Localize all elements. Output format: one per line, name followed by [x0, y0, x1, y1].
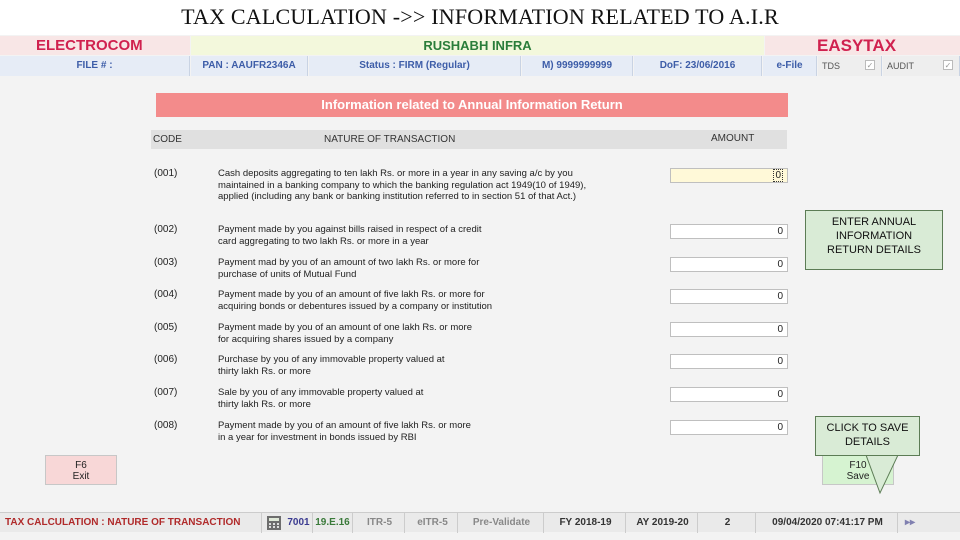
calculator-icon[interactable] [266, 516, 282, 530]
row-description [218, 289, 628, 312]
description-line: applied (including any bank or banking institution referred to in section 51 of that Act.) [218, 191, 577, 202]
row-code: (006) [154, 354, 178, 365]
row-code: (001) [154, 168, 178, 179]
description-line: maintained in a banking company to which the banking regulation act 1949(10 of 1949), [218, 179, 587, 191]
description-line: Payment made by you of an amount of one lakh Rs. or more [218, 322, 472, 333]
amount-input[interactable]: 0 [670, 322, 788, 337]
status-eitr-form[interactable]: eITR-5 [408, 513, 458, 533]
exit-button[interactable] [45, 455, 117, 485]
efile-button[interactable]: e-File [763, 56, 817, 76]
amount-input[interactable] [670, 168, 788, 183]
amount-value: 0 [775, 170, 781, 181]
mobile-number: M) 9999999999 [522, 56, 633, 76]
column-header-amount: AMOUNT [711, 133, 755, 144]
description-line: Cash deposits aggregating to ten lakh Rs. or more in a year in any saving a/c by you [218, 168, 573, 179]
status-itr-form[interactable]: ITR-5 [355, 513, 405, 533]
callout-line: DETAILS [844, 436, 891, 448]
status-datetime: 09/04/2020 07:41:17 PM [758, 513, 898, 533]
file-number: FILE # : [0, 56, 190, 76]
status-page-number: 2 [700, 513, 756, 533]
description-line: for acquiring shares issued by a company [218, 333, 394, 345]
section-banner: Information related to Annual Information Return [156, 93, 788, 117]
row-description [218, 168, 628, 203]
description-line: purchase of units of Mutual Fund [218, 268, 357, 280]
description-line: Purchase by you of any immovable property valued at [218, 354, 445, 365]
callout-save-details [815, 416, 920, 456]
amount-input[interactable]: 0 [670, 387, 788, 402]
status-bar [0, 512, 960, 532]
description-line: acquiring bonds or debentures issued by a company or institution [218, 300, 493, 312]
column-header-nature: NATURE OF TRANSACTION [324, 134, 456, 145]
status-version: 19.E.16 [313, 513, 353, 533]
audit-label: AUDIT [887, 61, 914, 71]
description-line: Payment mad by you of an amount of two lakh Rs. or more for [218, 257, 480, 268]
row-description [218, 322, 628, 345]
column-header-code: CODE [153, 134, 182, 145]
table-header [151, 130, 787, 149]
description-line: Sale by you of any immovable property valued at [218, 387, 424, 398]
pan-number: PAN : AAUFR2346A [191, 56, 308, 76]
tds-label: TDS [822, 61, 840, 71]
callout-line: CLICK TO SAVE [826, 422, 909, 434]
app-logo: EASYTAX [765, 36, 960, 55]
save-key: F10 [849, 460, 867, 471]
exit-key: F6 [75, 460, 87, 471]
row-code: (003) [154, 257, 178, 268]
row-code: (008) [154, 420, 178, 431]
callout-enter-details [805, 210, 943, 270]
description-line: in a year for investment in bonds issued by RBI [218, 431, 417, 443]
row-description [218, 354, 628, 377]
amount-input[interactable]: 0 [670, 257, 788, 272]
client-info-bar [0, 56, 960, 76]
save-label: Save [846, 471, 870, 482]
description-line: thirty lakh Rs. or more [218, 398, 311, 410]
description-line: card aggregating to two lakh Rs. or more in a year [218, 235, 429, 247]
row-code: (002) [154, 224, 178, 235]
date-of-formation: DoF: 23/06/2016 [634, 56, 762, 76]
row-description [218, 224, 628, 247]
row-description [218, 387, 628, 410]
app-window [0, 35, 960, 540]
row-code: (007) [154, 387, 178, 398]
assessee-status: Status : FIRM (Regular) [309, 56, 521, 76]
tds-checkbox[interactable]: ✓ [866, 61, 874, 70]
status-client-number: 7001 [285, 513, 313, 533]
row-description [218, 257, 628, 280]
callout-line: RETURN DETAILS [827, 244, 921, 256]
more-arrow-icon[interactable]: ▸▸ [904, 517, 916, 528]
audit-checkbox[interactable]: ✓ [944, 61, 952, 70]
callout-pointer [858, 455, 908, 495]
client-name: RUSHABH INFRA [191, 36, 764, 55]
amount-input[interactable]: 0 [670, 420, 788, 435]
row-description [218, 420, 628, 443]
description-line: thirty lakh Rs. or more [218, 365, 311, 377]
audit-toggle[interactable] [883, 56, 960, 76]
description-line: Payment made by you of an amount of five lakh Rs. or more [218, 420, 471, 431]
company-name: ELECTROCOM [0, 36, 190, 55]
amount-input[interactable]: 0 [670, 354, 788, 369]
amount-input[interactable]: 0 [670, 224, 788, 239]
status-screen-label: TAX CALCULATION : NATURE OF TRANSACTION [0, 513, 262, 533]
slide-title: TAX CALCULATION ->> INFORMATION RELATED TO A.I.R [181, 4, 779, 29]
tds-toggle[interactable] [818, 56, 882, 76]
status-assessment-year: AY 2019-20 [628, 513, 698, 533]
callout-line: INFORMATION [835, 230, 913, 242]
description-line: Payment made by you of an amount of five lakh Rs. or more for [218, 289, 485, 300]
callout-line: ENTER ANNUAL [831, 216, 917, 228]
status-financial-year: FY 2018-19 [546, 513, 626, 533]
status-pre-validate[interactable]: Pre-Validate [460, 513, 544, 533]
description-line: Payment made by you against bills raised in respect of a credit [218, 224, 482, 235]
amount-input[interactable]: 0 [670, 289, 788, 304]
exit-label: Exit [72, 471, 90, 482]
row-code: (004) [154, 289, 178, 300]
row-code: (005) [154, 322, 178, 333]
